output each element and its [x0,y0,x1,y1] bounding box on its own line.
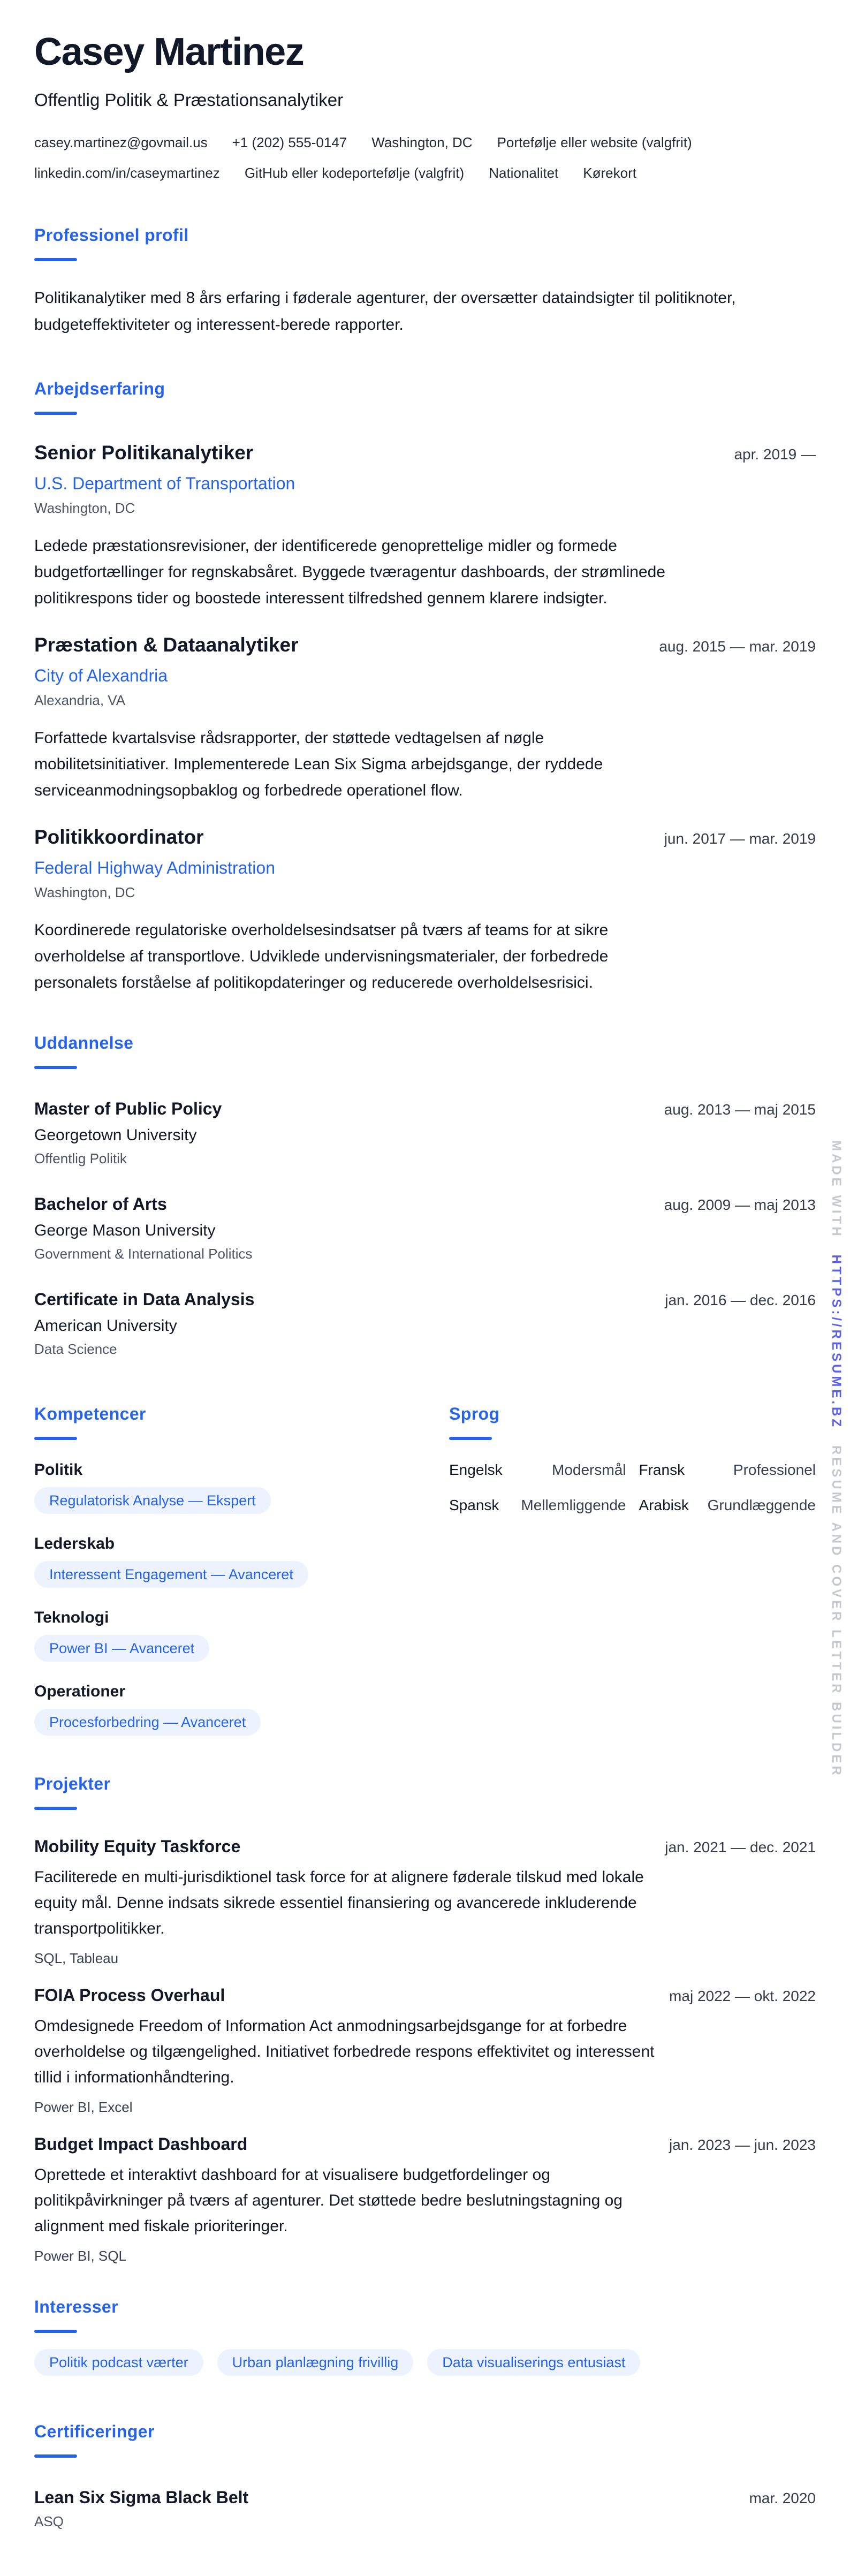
company-link[interactable]: U.S. Department of Transportation [34,474,295,494]
company-link[interactable]: City of Alexandria [34,666,168,686]
skill-category: Teknologi [34,1609,109,1627]
language-item [449,1459,626,1481]
job-entry-head [34,825,816,850]
language-name: Fransk [639,1461,685,1479]
section-underline [34,412,77,415]
job-location: Alexandria, VA [34,692,126,709]
field-of-study: Government & International Politics [34,1246,253,1262]
section-certifications [34,2422,816,2530]
job-dates: aug. 2015 — mar. 2019 [659,638,816,655]
job-title: Præstation & Dataanalytiker [34,634,299,656]
watermark [829,1140,844,1778]
education-entry-head [34,1192,816,1216]
job-location: Washington, DC [34,500,135,517]
skill-groups [34,1459,401,1736]
project-entry-head [34,1835,816,1858]
degree-title: Master of Public Policy [34,1099,222,1119]
experience-entries [34,441,816,996]
language-list [449,1459,816,1516]
education-entry-head [34,1287,816,1311]
certification-issuer: ASQ [34,2513,64,2530]
project-entry [34,1835,816,1967]
project-title: Budget Impact Dashboard [34,2134,248,2154]
job-entry-head [34,441,816,465]
school-name: Georgetown University [34,1126,197,1145]
section-experience [34,379,816,996]
skill-pill: Interessent Engagement — Avanceret [34,1561,308,1588]
job-description: Ledede præstationsrevisioner, der identificerede genoprettelige midler og formede budgetfortællinger for regnskabsåret. Byggede tværagentur dashboards, der strømlinede politikrespons tider og boostede interessent tilfredshed gennem klarere indsigter. [34,537,665,608]
job-description: Forfattede kvartalsvise rådsrapporter, der støttede vedtagelsen af nøgle mobilitetsinitiativer. Implementerede Lean Six Sigma arbejdsgange, der ryddede serviceanmodningsopbaklog og forbedrede operationel flow. [34,729,603,800]
job-title: Senior Politikanalytiker [34,442,254,464]
skill-category: Politik [34,1461,83,1479]
section-profile [34,225,816,338]
skill-group [34,1459,401,1514]
skill-pill: Power BI — Avanceret [34,1635,209,1662]
job-description: Koordinerede regulatoriske overholdelsesindsatser på tværs af teams for at sikre overholdelse af transportlove. Udviklede undervisningsmaterialer, der forbedrede personalets forståelse af politikopdateringer og reducerede overholdelsesrisici. [34,921,609,992]
company-link[interactable]: Federal Highway Administration [34,858,275,878]
certification-entries [34,2486,816,2530]
project-tools: Power BI, SQL [34,2248,126,2264]
language-level: Mellemliggende [521,1497,626,1514]
section-skills-languages [34,1404,816,1736]
job-dates: apr. 2019 — [734,446,816,463]
education-entry [34,1287,816,1358]
section-projects [34,1774,816,2265]
section-underline [34,2330,77,2333]
section-underline [34,1437,77,1440]
watermark-spacer [836,1239,837,1255]
skills-column [34,1404,401,1736]
skill-pill: Regulatorisk Analyse — Ekspert [34,1487,271,1514]
language-name: Arabisk [639,1497,689,1514]
education-dates: jan. 2016 — dec. 2016 [665,1292,816,1309]
job-title: Politikkoordinator [34,826,204,848]
certification-entry-head [34,2486,816,2509]
watermark-prefix: MADE WITH [829,1140,844,1239]
section-heading-experience: Arbejdserfaring [34,379,165,399]
skill-pill: Procesforbedring — Avanceret [34,1709,261,1736]
skill-group [34,1533,401,1588]
skill-category: Operationer [34,1683,126,1701]
job-dates: jun. 2017 — mar. 2019 [664,830,816,847]
job-entry [34,633,816,804]
job-entry [34,825,816,996]
contact-linkedin: linkedin.com/in/caseymartinez [34,164,220,181]
education-entry [34,1097,816,1168]
education-entry [34,1192,816,1263]
project-tools: Power BI, Excel [34,2099,133,2116]
watermark-suffix: RESUME AND COVER LETTER BUILDER [829,1445,844,1778]
section-heading-languages: Sprog [449,1404,500,1424]
section-underline [34,258,77,261]
contact-github-placeholder: GitHub eller kodeportefølje (valgfrit) [244,164,465,181]
interest-pill: Politik podcast værter [34,2349,203,2376]
section-heading-interests: Interesser [34,2297,118,2317]
degree-title: Bachelor of Arts [34,1194,167,1214]
certification-entry [34,2486,816,2530]
interest-pill: Urban planlægning frivillig [217,2349,414,2376]
contact-email: casey.martinez@govmail.us [34,134,208,151]
section-heading-education: Uddannelse [34,1033,134,1053]
project-entries [34,1835,816,2265]
section-heading-projects: Projekter [34,1774,111,1794]
section-heading-certifications: Certificeringer [34,2422,155,2442]
project-title: Mobility Equity Taskforce [34,1837,241,1857]
job-entry [34,441,816,611]
person-title: Offentlig Politik & Præstationsanalytiker [34,89,344,110]
contact-block [34,134,816,181]
certification-title: Lean Six Sigma Black Belt [34,2488,249,2507]
interest-pill: Data visualiserings entusiast [427,2349,640,2376]
resume-header [34,32,816,181]
contact-row-1 [34,134,816,151]
school-name: George Mason University [34,1222,216,1240]
section-heading-profile: Professionel profil [34,225,189,245]
skill-group [34,1607,401,1662]
language-item [639,1495,816,1516]
language-level: Grundlæggende [707,1497,816,1514]
project-description: Omdesignede Freedom of Information Act anmodningsarbejdsgange for at forbedre overholdelse og tilgængelighed. Initiativet forbedrede respons effektivitet og interessent tillid i informationhåndtering. [34,2017,655,2087]
school-name: American University [34,1317,177,1335]
contact-row-2 [34,164,816,182]
section-heading-skills: Kompetencer [34,1404,146,1424]
field-of-study: Data Science [34,1341,117,1358]
project-entry [34,2132,816,2265]
project-dates: jan. 2023 — jun. 2023 [669,2136,816,2154]
certification-date: mar. 2020 [749,2490,816,2507]
project-tools: SQL, Tableau [34,1950,119,1967]
watermark-link[interactable]: HTTPS://RESUME.BZ [829,1254,844,1429]
section-education [34,1033,816,1358]
person-name: Casey Martinez [34,31,304,73]
language-item [449,1495,626,1516]
education-entry-head [34,1097,816,1120]
project-entry-head [34,2132,816,2156]
contact-portfolio-placeholder: Portefølje eller website (valgfrit) [497,134,692,151]
contact-phone: +1 (202) 555-0147 [232,134,347,151]
job-location: Washington, DC [34,884,135,901]
watermark-spacer [836,1429,837,1445]
interest-pills [34,2349,816,2376]
project-dates: maj 2022 — okt. 2022 [669,1988,816,2005]
section-underline [34,1066,77,1069]
profile-summary: Politikanalytiker med 8 års erfaring i føderale agenturer, der oversætter dataindsigter til politiknoter, budgeteffektiviteter og interessent-berede rapporter. [34,289,736,334]
contact-driving-license-placeholder: Kørekort [583,164,636,181]
languages-column [449,1404,816,1736]
job-entry-head [34,633,816,657]
skill-group [34,1681,401,1736]
section-interests [34,2297,816,2376]
project-entry-head [34,1983,816,2007]
section-underline [449,1437,492,1440]
project-title: FOIA Process Overhaul [34,1986,225,2005]
project-entry [34,1983,816,2116]
language-level: Modersmål [552,1461,626,1479]
project-description: Oprettede et interaktivt dashboard for at visualisere budgetfordelinger og politikpåvirkninger på tværs af agenturer. Det støttede bedre beslutningstagning og alignment med fiskale prioriteringer. [34,2166,623,2236]
education-dates: aug. 2013 — maj 2015 [664,1101,816,1118]
field-of-study: Offentlig Politik [34,1150,127,1167]
skill-category: Lederskab [34,1535,115,1553]
education-dates: aug. 2009 — maj 2013 [664,1196,816,1214]
project-dates: jan. 2021 — dec. 2021 [665,1839,816,1856]
language-name: Engelsk [449,1461,503,1479]
language-name: Spansk [449,1497,499,1514]
contact-location: Washington, DC [371,134,473,151]
language-level: Professionel [733,1461,816,1479]
education-entries [34,1097,816,1358]
project-description: Faciliterede en multi-jurisdiktionel task force for at alignere føderale tilskud med lokale equity mål. Denne indsats sikrede essentiel finansiering og avancerede inkluderende transportpolitikker. [34,1868,644,1938]
section-underline [34,2454,77,2458]
degree-title: Certificate in Data Analysis [34,1290,255,1309]
contact-nationality-placeholder: Nationalitet [489,164,559,181]
section-underline [34,1807,77,1810]
language-item [639,1459,816,1481]
